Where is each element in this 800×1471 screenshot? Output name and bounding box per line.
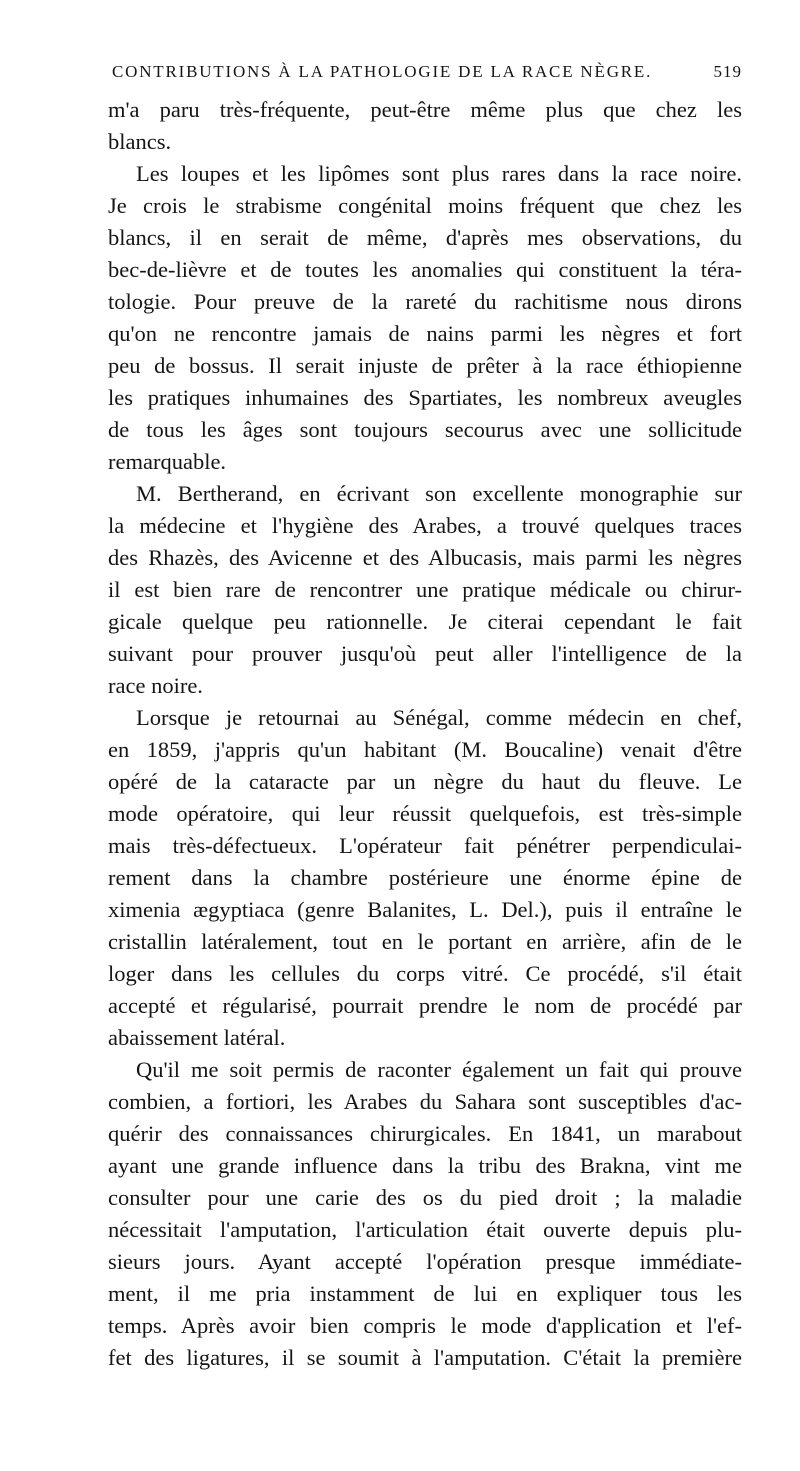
text-line: gicale quelque peu rationnelle. Je citerai cependant le fait <box>108 609 742 634</box>
text-line: en 1859, j'appris qu'un habitant (M. Boucaline) venait d'être <box>108 737 742 762</box>
text-line: ment, il me pria instamment de lui en expliquer tous les <box>108 1281 742 1306</box>
text-line: blancs, il en serait de même, d'après mes observations, du <box>108 225 742 250</box>
text-line: nécessitait l'amputation, l'articulation était ouverte depuis plu- <box>108 1217 742 1242</box>
text-line: loger dans les cellules du corps vitré. Ce procédé, s'il était <box>108 961 742 986</box>
page-number: 519 <box>713 62 742 81</box>
text-line: des Rhazès, des Avicenne et des Albucasis, mais parmi les nègres <box>108 545 742 570</box>
text-line: opéré de la cataracte par un nègre du haut du fleuve. Le <box>108 769 742 794</box>
text-line: rement dans la chambre postérieure une énorme épine de <box>108 865 742 890</box>
text-line: mais très-défectueux. L'opérateur fait pénétrer perpendiculai- <box>108 833 742 858</box>
text-line: cristallin latéralement, tout en le portant en arrière, afin de le <box>108 929 742 954</box>
text-line: m'a paru très-fréquente, peut-être même plus que chez les <box>108 97 742 122</box>
text-line: bec-de-lièvre et de toutes les anomalies qui constituent la téra- <box>108 257 742 282</box>
text-line: consulter pour une carie des os du pied droit ; la maladie <box>108 1185 742 1210</box>
text-line: qu'on ne rencontre jamais de nains parmi les nègres et fort <box>108 321 742 346</box>
text-line: accepté et régularisé, pourrait prendre le nom de procédé par <box>108 993 742 1018</box>
text-line: tologie. Pour preuve de la rareté du rachitisme nous dirons <box>108 289 742 314</box>
text-line: Lorsque je retournai au Sénégal, comme médecin en chef, <box>136 705 742 730</box>
text-line: Qu'il me soit permis de raconter également un fait qui prouve <box>136 1057 742 1082</box>
text-line: peu de bossus. Il serait injuste de prêter à la race éthiopienne <box>108 353 742 378</box>
text-line: remarquable. <box>108 449 227 474</box>
text-line: quérir des connaissances chirurgicales. En 1841, un marabout <box>108 1121 742 1146</box>
body-text <box>108 94 742 1374</box>
text-line: combien, a fortiori, les Arabes du Sahara sont susceptibles d'ac- <box>108 1089 742 1114</box>
text-line: fet des ligatures, il se soumit à l'amputation. C'était la première <box>108 1345 742 1370</box>
text-line: Les loupes et les lipômes sont plus rares dans la race noire. <box>136 161 742 186</box>
running-title: CONTRIBUTIONS À LA PATHOLOGIE DE LA RACE NÈGRE. <box>112 62 653 81</box>
text-line: Je crois le strabisme congénital moins fréquent que chez les <box>108 193 742 218</box>
text-line: la médecine et l'hygiène des Arabes, a trouvé quelques traces <box>108 513 742 538</box>
text-line: ayant une grande influence dans la tribu des Brakna, vint me <box>108 1153 742 1178</box>
text-line: sieurs jours. Ayant accepté l'opération presque immédiate- <box>108 1249 742 1274</box>
text-line: ximenia ægyptiaca (genre Balanites, L. Del.), puis il entraîne le <box>108 897 742 922</box>
text-line: de tous les âges sont toujours secourus avec une sollicitude <box>108 417 742 442</box>
text-line: race noire. <box>108 673 203 698</box>
text-line: blancs. <box>108 129 172 154</box>
page-header <box>112 62 742 86</box>
text-line: il est bien rare de rencontrer une pratique médicale ou chirur- <box>108 577 742 602</box>
text-line: les pratiques inhumaines des Spartiates, les nombreux aveugles <box>108 385 742 410</box>
text-line: suivant pour prouver jusqu'où peut aller l'intelligence de la <box>108 641 742 666</box>
text-line: temps. Après avoir bien compris le mode d'application et l'ef- <box>108 1313 742 1338</box>
text-line: M. Bertherand, en écrivant son excellente monographie sur <box>136 481 742 506</box>
text-line: mode opératoire, qui leur réussit quelquefois, est très-simple <box>108 801 742 826</box>
text-line: abaissement latéral. <box>108 1025 286 1050</box>
